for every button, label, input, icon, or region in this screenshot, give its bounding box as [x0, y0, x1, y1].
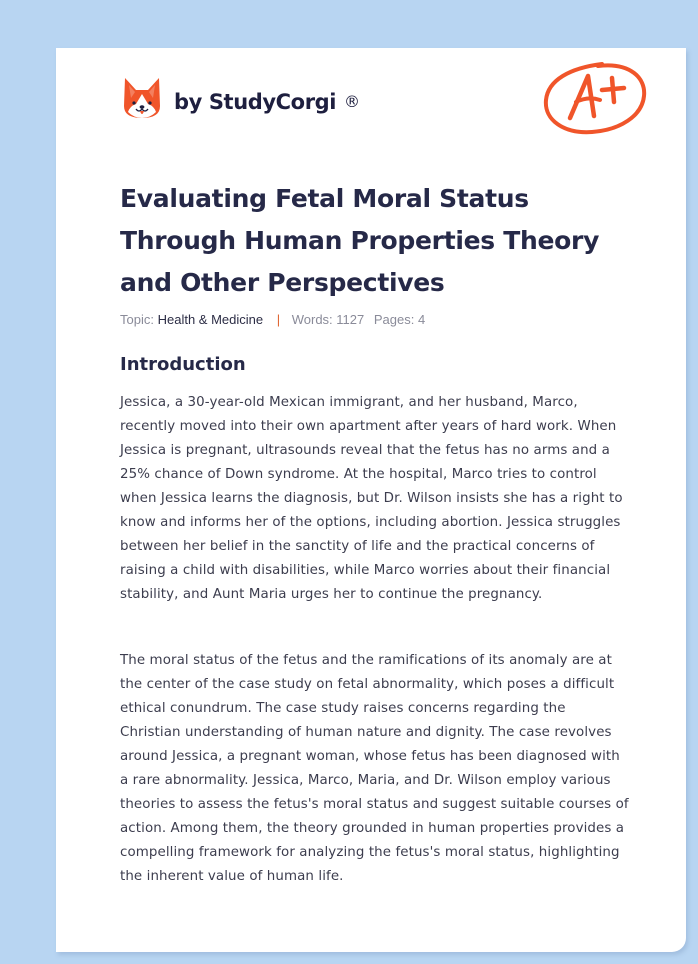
- meta-separator: |: [276, 312, 281, 327]
- words-count: 1127: [336, 312, 365, 327]
- studycorgi-logo[interactable]: [122, 76, 336, 120]
- corgi-face-icon: [122, 76, 162, 120]
- article-title: Evaluating Fetal Moral Status Through Human Properties Theory and Other Perspectives: [120, 184, 600, 297]
- pages-label: Pages:: [373, 312, 415, 327]
- registered-mark: ®: [344, 92, 360, 111]
- pages-count: 4: [418, 312, 426, 327]
- topic-label: Topic:: [120, 312, 154, 327]
- section-heading-introduction: Introduction: [120, 354, 246, 375]
- words-label: Words:: [291, 312, 333, 327]
- paragraph-1: Jessica, a 30-year-old Mexican immigrant, and her husband, Marco, recently moved into their own apartment after years of hard work. When Jessica is pregnant, ultrasounds reveal that the fetus has no arms and a 25% chance of Down syndrome. At the hospital, Marco tries to control when Jessica learns the diagnosis, but Dr. Wilson insists she has a right to know and informs her of the options, including abortion. Jessica struggles between her belief in the sanctity of life and the practical concerns of raising a child with disabilities, while Marco worries about their financial stability, and Aunt Maria urges her to continue the pregnancy.: [120, 395, 623, 602]
- document-card: [56, 48, 686, 952]
- topic-link[interactable]: Health & Medicine: [157, 312, 264, 327]
- article-meta: [120, 312, 425, 327]
- brand-name: by StudyCorgi: [174, 90, 337, 114]
- paragraph-2: The moral status of the fetus and the ramifications of its anomaly are at the center of the case study on fetal abnormality, which poses a difficult ethical conundrum. The case study raises concerns regarding the Christian understanding of human nature and dignity. The case revolves around Jessica, a pregnant woman, whose fetus has been diagnosed with a rare abnormality. Jessica, Marco, Maria, and Dr. Wilson employ various theories to assess the fetus's moral status and suggest suitable courses of action. Among them, the theory grounded in human properties provides a compelling framework for analyzing the fetus's moral status, highlighting the inherent value of human life.: [120, 653, 629, 884]
- a-plus-badge-icon: [540, 58, 650, 140]
